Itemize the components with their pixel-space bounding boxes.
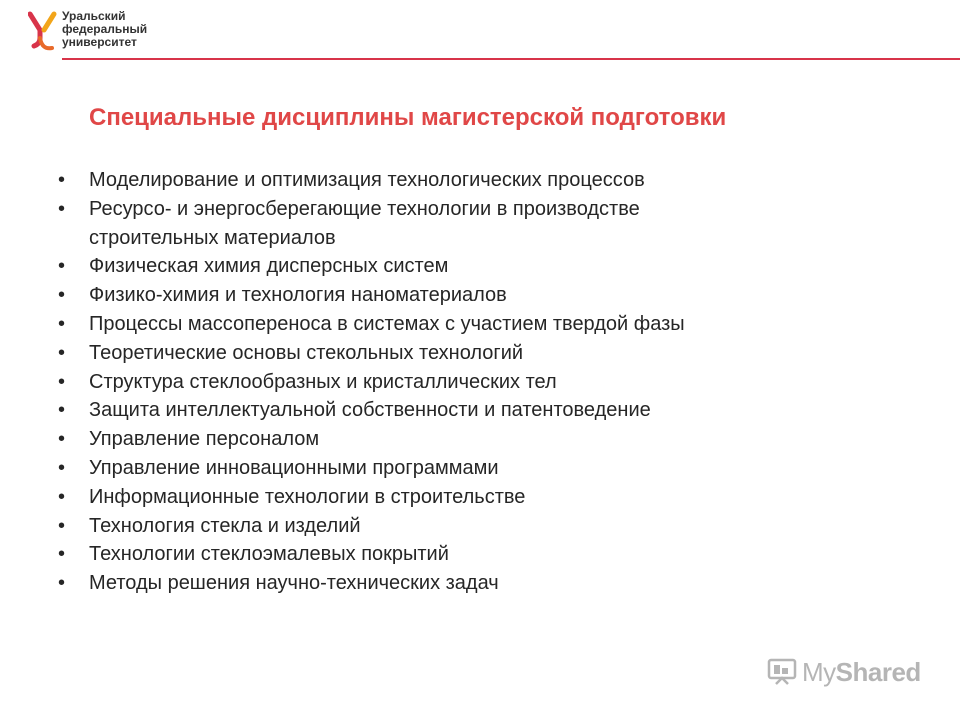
bullet: • — [58, 255, 66, 278]
bullet: • — [58, 485, 66, 508]
list-item — [58, 483, 918, 512]
discipline-list — [58, 166, 918, 598]
list-item — [58, 454, 918, 483]
watermark-suffix: Shared — [835, 656, 921, 687]
urfu-logo-icon — [28, 10, 58, 52]
bullet: • — [58, 284, 66, 307]
bullet: • — [58, 370, 66, 393]
list-item — [58, 310, 918, 339]
list-item-text: Физико-химия и технология наноматериалов — [89, 284, 507, 307]
list-item-text: Информационные технологии в строительстве — [89, 485, 526, 508]
bullet: • — [58, 341, 66, 364]
university-logo — [28, 10, 147, 52]
list-item-text: Методы решения научно-технических задач — [89, 572, 499, 595]
logo-line-3: университет — [62, 35, 137, 49]
bullet: • — [58, 399, 66, 422]
presentation-icon — [766, 656, 798, 688]
list-item-text: Теоретические основы стекольных технологий — [89, 341, 524, 364]
list-item — [58, 512, 918, 541]
list-item — [58, 252, 918, 281]
list-item — [58, 425, 918, 454]
list-item — [58, 396, 918, 425]
logo-line-2: федеральный — [62, 22, 148, 36]
list-item-text: Процессы массопереноса в системах с участием твердой фазы — [89, 312, 685, 335]
list-item-text: Технологии стеклоэмалевых покрытий — [89, 543, 449, 566]
bullet: • — [58, 514, 66, 537]
watermark-text — [802, 657, 921, 688]
bullet: • — [58, 572, 66, 595]
list-item — [58, 166, 918, 195]
logo-line-1: Уральский — [62, 9, 126, 23]
list-item-text: Структура стеклообразных и кристаллических тел — [89, 370, 557, 393]
bullet: • — [58, 169, 66, 191]
list-item-text: Управление персоналом — [89, 428, 320, 451]
bullet: • — [58, 197, 66, 220]
slide-title: Специальные дисциплины магистерской подготовки — [89, 104, 727, 131]
myshared-watermark — [766, 656, 921, 688]
list-item — [58, 281, 918, 310]
list-item-text: Защита интеллектуальной собственности и патентоведение — [89, 399, 651, 422]
list-item-text: Ресурсо- и энергосберегающие технологии в производстве строительных материалов — [89, 197, 640, 249]
bullet: • — [58, 312, 66, 335]
list-item-text: Моделирование и оптимизация технологических процессов — [89, 169, 645, 191]
header-divider — [62, 58, 960, 60]
bullet: • — [58, 543, 66, 566]
list-item — [58, 195, 918, 253]
bullet: • — [58, 456, 66, 479]
list-item-text: Физическая химия дисперсных систем — [89, 255, 449, 278]
list-item-text: Управление инновационными программами — [89, 456, 499, 479]
list-item-text: Технология стекла и изделий — [89, 514, 361, 537]
list-item — [58, 540, 918, 569]
logo-wordmark — [62, 10, 147, 49]
list-item — [58, 569, 918, 598]
bullet: • — [58, 428, 66, 451]
list-item — [58, 368, 918, 397]
watermark-prefix: My — [802, 656, 836, 687]
list-item — [58, 339, 918, 368]
